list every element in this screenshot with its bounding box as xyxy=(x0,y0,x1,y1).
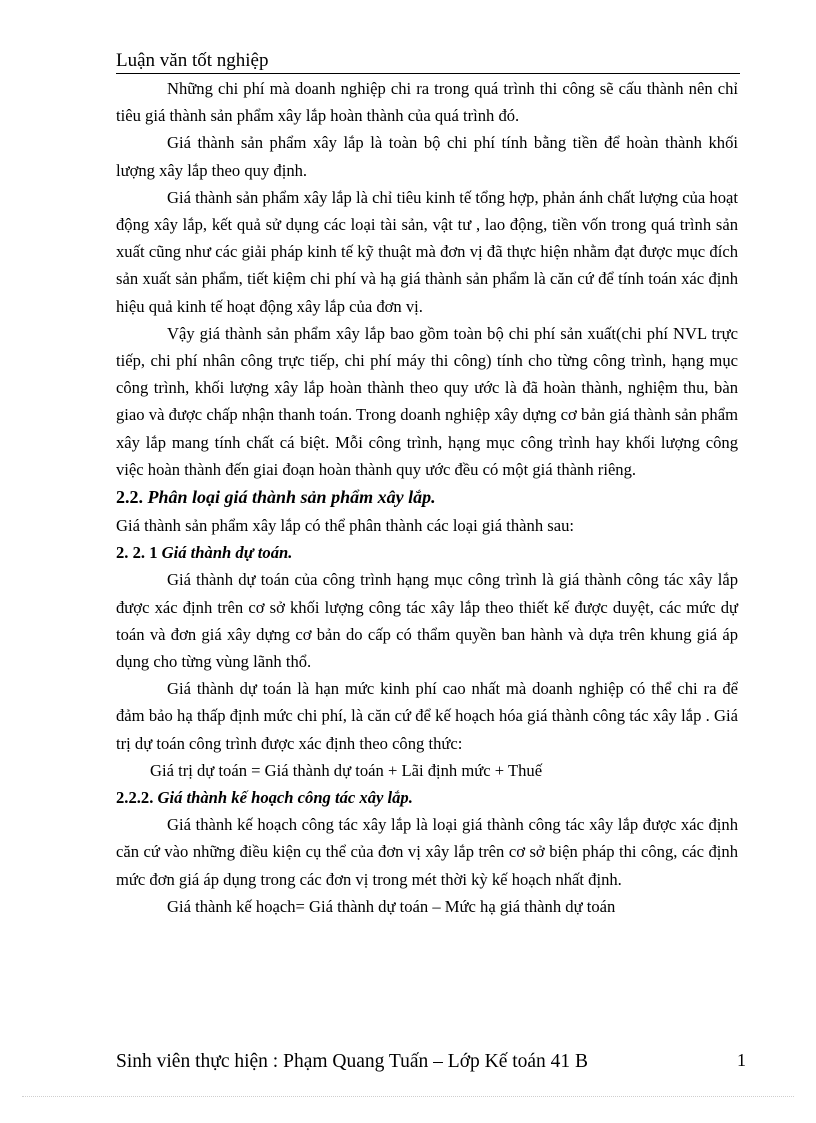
section-heading-2-2-2 xyxy=(116,784,738,811)
paragraph-1: Những chi phí mà doanh nghiệp chi ra trong quá trình thi công sẽ cấu thành nên chỉ tiêu giá thành sản phẩm xây lắp hoàn thành của quá trình đó. xyxy=(116,79,738,126)
page-number: 1 xyxy=(737,1050,746,1070)
section-number: 2.2. xyxy=(116,487,143,508)
running-header: Luận văn tốt nghiệp xyxy=(116,49,740,74)
paragraph-5: Giá thành sản phẩm xây lắp có thể phân thành các loại giá thành sau: xyxy=(116,516,575,536)
formula-estimate-value: Giá trị dự toán = Giá thành dự toán + Lãi định mức + Thuế xyxy=(150,760,543,780)
formula-planned-cost: Giá thành kế hoạch= Giá thành dự toán – Mức hạ giá thành dự toán xyxy=(167,896,616,916)
paragraph-6: Giá thành dự toán của công trình hạng mục công trình là giá thành công tác xây lắp được xác định trên cơ sở khối lượng công tác xây lắp theo thiết kế được duyệt, các mức dự toán và đơn giá xây dựng cơ bản do cấp có thẩm quyền ban hành và dựa trên khung giá áp dụng cho từng vùng lãnh thổ. xyxy=(116,570,738,672)
footer-author: Sinh viên thực hiện : Phạm Quang Tuấn – Lớp Kế toán 41 B xyxy=(116,1051,589,1072)
section-title: Giá thành kế hoạch công tác xây lắp. xyxy=(157,788,413,808)
paragraph-3: Giá thành sản phẩm xây lắp là chỉ tiêu kinh tế tổng hợp, phản ánh chất lượng của hoạt động xây lắp, kết quả sử dụng các loại tài sản, vật tư , lao động, tiền vốn trong quá trình sản xuất cũng như các giải pháp kinh tế kỹ thuật mà đơn vị đã thực hiện nhằm đạt được mục đích sản xuất sản phẩm, tiết kiệm chi phí và hạ giá thành sản phẩm là căn cứ để tính toán xác định hiệu quả kinh tế hoạt động xây lắp của đơn vị. xyxy=(116,187,738,316)
paragraph-2: Giá thành sản phẩm xây lắp là toàn bộ chi phí tính bằng tiền để hoàn thành khối lượng xây lắp theo quy định. xyxy=(116,133,738,180)
paragraph-4: Vậy giá thành sản phẩm xây lắp bao gồm toàn bộ chi phí sản xuất(chi phí NVL trực tiếp, chi phí nhân công trực tiếp, chi phí máy thi công) tính cho từng công trình, hạng mục công trình, khối lượng xây lắp hoàn thành theo quy ước là đã hoàn thành, nghiệm thu, bàn giao và được chấp nhận thanh toán. Trong doanh nghiệp xây dựng cơ bản giá thành sản phẩm xây lắp mang tính chất cá biệt. Mỗi công trình, hạng mục công trình hay khối lượng công việc hoàn thành đến giai đoạn hoàn thành quy ước đều có một giá thành riêng. xyxy=(116,323,738,479)
paragraph-8: Giá thành kế hoạch công tác xây lắp là loại giá thành công tác xây lắp được xác định căn cứ vào những điều kiện cụ thể của đơn vị xây lắp trên cơ sở biện pháp thi công, các định mức đơn giá áp dụng trong các đơn vị trong mét thời kỳ kế hoạch nhất định. xyxy=(116,815,738,889)
page-divider xyxy=(22,1096,794,1097)
paragraph-7: Giá thành dự toán là hạn mức kinh phí cao nhất mà doanh nghiệp có thể chi ra để đảm bảo hạ thấp định mức chi phí, là căn cứ để kế hoạch hóa giá thành công tác xây lắp . Giá trị dự toán công trình được xác định theo công thức: xyxy=(116,679,738,753)
document-body xyxy=(116,75,738,920)
section-title: Giá thành dự toán. xyxy=(161,543,293,563)
section-number: 2. 2. 1 xyxy=(116,543,158,563)
section-heading-2-2 xyxy=(116,483,738,512)
page-footer xyxy=(116,1049,746,1075)
section-heading-2-2-1 xyxy=(116,539,738,566)
section-number: 2.2.2. xyxy=(116,788,154,808)
section-title: Phân loại giá thành sản phẩm xây lắp. xyxy=(147,487,436,508)
